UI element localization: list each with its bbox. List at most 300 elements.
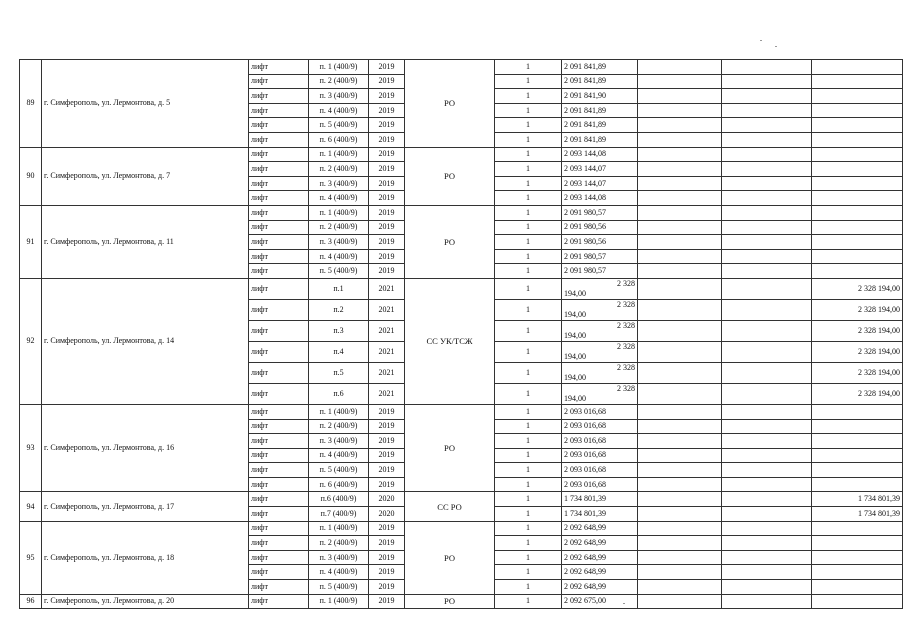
work-type-cell: лифт: [249, 434, 309, 449]
work-type-cell: лифт: [249, 594, 309, 609]
owner-funds-cell: [812, 176, 903, 191]
work-type-cell: лифт: [249, 264, 309, 279]
entrance-cell: п. 2 (400/9): [309, 162, 369, 177]
budget-cell: [722, 362, 812, 383]
work-type-cell: лифт: [249, 89, 309, 104]
quantity-cell: 1: [495, 404, 562, 419]
quantity-cell: 1: [495, 162, 562, 177]
total-cost-cell: 2 093 144,08: [562, 191, 638, 206]
quantity-cell: 1: [495, 341, 562, 362]
work-type-cell: лифт: [249, 492, 309, 507]
work-type-cell: лифт: [249, 580, 309, 595]
scan-speck: [760, 40, 762, 41]
year-cell: 2019: [369, 550, 405, 565]
total-cost-cell: 2 091 980,57: [562, 249, 638, 264]
work-type-cell: лифт: [249, 299, 309, 320]
budget-cell: [722, 118, 812, 133]
entrance-cell: п. 2 (400/9): [309, 536, 369, 551]
work-type-cell: лифт: [249, 60, 309, 75]
budget-cell: [722, 580, 812, 595]
budget-cell: [638, 299, 722, 320]
budget-cell: [722, 419, 812, 434]
total-cost-cell: 2 091 980,57: [562, 205, 638, 220]
entrance-cell: п.6 (400/9): [309, 492, 369, 507]
owner-funds-cell: [812, 594, 903, 609]
budget-cell: [638, 235, 722, 250]
budget-cell: [638, 383, 722, 404]
owner-funds-cell: [812, 147, 903, 162]
year-cell: 2019: [369, 74, 405, 89]
budget-cell: [638, 341, 722, 362]
budget-cell: [638, 176, 722, 191]
entrance-cell: п. 5 (400/9): [309, 580, 369, 595]
budget-cell: [722, 191, 812, 206]
owner-funds-cell: [812, 74, 903, 89]
table-row: [20, 404, 903, 419]
table-row: [20, 147, 903, 162]
owner-funds-cell: [812, 205, 903, 220]
owner-funds-cell: [812, 103, 903, 118]
funding-source-cell: РО: [405, 594, 495, 609]
total-cost-cell: [562, 278, 638, 299]
quantity-cell: 1: [495, 60, 562, 75]
total-cost-cell: 2 091 841,90: [562, 89, 638, 104]
budget-cell: [638, 434, 722, 449]
year-cell: 2019: [369, 235, 405, 250]
budget-cell: [638, 249, 722, 264]
year-cell: 2019: [369, 434, 405, 449]
owner-funds-cell: 2 328 194,00: [812, 362, 903, 383]
total-cost-cell: 2 093 016,68: [562, 404, 638, 419]
year-cell: 2019: [369, 147, 405, 162]
work-type-cell: лифт: [249, 565, 309, 580]
total-cost-cell: 2 093 144,07: [562, 162, 638, 177]
year-cell: 2019: [369, 249, 405, 264]
owner-funds-cell: [812, 220, 903, 235]
year-cell: 2020: [369, 492, 405, 507]
budget-cell: [722, 299, 812, 320]
total-cost-cell: 1 734 801,39: [562, 492, 638, 507]
address-cell: г. Симферополь, ул. Лермонтова, д. 7: [42, 147, 249, 205]
owner-funds-cell: [812, 580, 903, 595]
work-type-cell: лифт: [249, 118, 309, 133]
entrance-cell: п. 2 (400/9): [309, 74, 369, 89]
work-type-cell: лифт: [249, 278, 309, 299]
owner-funds-cell: [812, 191, 903, 206]
entrance-cell: п. 3 (400/9): [309, 550, 369, 565]
total-cost-part: 2 328: [617, 383, 635, 393]
total-cost-part: 2 328: [617, 278, 635, 288]
quantity-cell: 1: [495, 89, 562, 104]
work-type-cell: лифт: [249, 404, 309, 419]
entrance-cell: п. 5 (400/9): [309, 264, 369, 279]
entrance-cell: п. 1 (400/9): [309, 594, 369, 609]
work-type-cell: лифт: [249, 477, 309, 492]
year-cell: 2019: [369, 89, 405, 104]
entrance-cell: п.7 (400/9): [309, 507, 369, 522]
year-cell: 2019: [369, 264, 405, 279]
address-cell: г. Симферополь, ул. Лермонтова, д. 16: [42, 404, 249, 492]
quantity-cell: 1: [495, 147, 562, 162]
owner-funds-cell: 1 734 801,39: [812, 492, 903, 507]
owner-funds-cell: [812, 521, 903, 536]
total-cost-cell: 2 093 016,68: [562, 463, 638, 478]
entrance-cell: п. 3 (400/9): [309, 176, 369, 191]
total-cost-cell: [562, 299, 638, 320]
quantity-cell: 1: [495, 448, 562, 463]
funding-source-cell: РО: [405, 60, 495, 148]
budget-cell: [722, 492, 812, 507]
work-type-cell: лифт: [249, 550, 309, 565]
budget-cell: [638, 162, 722, 177]
year-cell: 2021: [369, 341, 405, 362]
total-cost-part: 194,00: [564, 288, 586, 298]
budget-cell: [638, 477, 722, 492]
table-row: [20, 60, 903, 75]
year-cell: 2019: [369, 191, 405, 206]
budget-cell: [638, 147, 722, 162]
quantity-cell: 1: [495, 191, 562, 206]
row-number: 95: [20, 521, 42, 594]
budget-cell: [638, 507, 722, 522]
quantity-cell: 1: [495, 383, 562, 404]
owner-funds-cell: [812, 118, 903, 133]
total-cost-cell: [562, 383, 638, 404]
work-type-cell: лифт: [249, 132, 309, 147]
total-cost-part: 194,00: [564, 393, 586, 403]
work-type-cell: лифт: [249, 74, 309, 89]
work-type-cell: лифт: [249, 463, 309, 478]
total-cost-cell: [562, 362, 638, 383]
work-type-cell: лифт: [249, 176, 309, 191]
capital-repair-table: [19, 59, 903, 609]
total-cost-cell: 2 092 648,99: [562, 550, 638, 565]
total-cost-part: 2 328: [617, 341, 635, 351]
budget-cell: [722, 176, 812, 191]
quantity-cell: 1: [495, 434, 562, 449]
year-cell: 2019: [369, 463, 405, 478]
quantity-cell: 1: [495, 565, 562, 580]
entrance-cell: п. 5 (400/9): [309, 463, 369, 478]
entrance-cell: п.4: [309, 341, 369, 362]
work-type-cell: лифт: [249, 362, 309, 383]
budget-cell: [722, 565, 812, 580]
budget-cell: [722, 536, 812, 551]
row-number: 92: [20, 278, 42, 404]
year-cell: 2021: [369, 320, 405, 341]
quantity-cell: 1: [495, 536, 562, 551]
budget-cell: [722, 147, 812, 162]
budget-cell: [722, 205, 812, 220]
year-cell: 2019: [369, 521, 405, 536]
address-cell: г. Симферополь, ул. Лермонтова, д. 17: [42, 492, 249, 521]
budget-cell: [722, 278, 812, 299]
year-cell: 2021: [369, 383, 405, 404]
budget-cell: [638, 205, 722, 220]
year-cell: 2019: [369, 205, 405, 220]
owner-funds-cell: [812, 448, 903, 463]
quantity-cell: 1: [495, 492, 562, 507]
quantity-cell: 1: [495, 580, 562, 595]
work-type-cell: лифт: [249, 103, 309, 118]
budget-cell: [722, 74, 812, 89]
budget-cell: [722, 550, 812, 565]
budget-cell: [722, 594, 812, 609]
total-cost-cell: 2 091 841,89: [562, 132, 638, 147]
work-type-cell: лифт: [249, 507, 309, 522]
owner-funds-cell: [812, 565, 903, 580]
work-type-cell: лифт: [249, 191, 309, 206]
quantity-cell: 1: [495, 507, 562, 522]
quantity-cell: 1: [495, 550, 562, 565]
owner-funds-cell: [812, 550, 903, 565]
quantity-cell: 1: [495, 249, 562, 264]
year-cell: 2019: [369, 404, 405, 419]
address-cell: г. Симферополь, ул. Лермонтова, д. 20: [42, 594, 249, 609]
budget-cell: [638, 492, 722, 507]
funding-source-cell: РО: [405, 147, 495, 205]
quantity-cell: 1: [495, 463, 562, 478]
entrance-cell: п. 6 (400/9): [309, 477, 369, 492]
year-cell: 2021: [369, 362, 405, 383]
budget-cell: [638, 320, 722, 341]
budget-cell: [722, 103, 812, 118]
total-cost-part: 2 328: [617, 299, 635, 309]
entrance-cell: п. 6 (400/9): [309, 132, 369, 147]
owner-funds-cell: [812, 477, 903, 492]
budget-cell: [638, 419, 722, 434]
owner-funds-cell: [812, 249, 903, 264]
budget-cell: [722, 341, 812, 362]
owner-funds-cell: 2 328 194,00: [812, 278, 903, 299]
quantity-cell: 1: [495, 118, 562, 133]
funding-source-cell: РО: [405, 205, 495, 278]
total-cost-cell: [562, 341, 638, 362]
row-number: 91: [20, 205, 42, 278]
budget-cell: [722, 220, 812, 235]
year-cell: 2019: [369, 536, 405, 551]
year-cell: 2019: [369, 176, 405, 191]
entrance-cell: п. 3 (400/9): [309, 434, 369, 449]
funding-source-cell: РО: [405, 404, 495, 492]
work-type-cell: лифт: [249, 220, 309, 235]
year-cell: 2019: [369, 477, 405, 492]
row-number: 94: [20, 492, 42, 521]
quantity-cell: 1: [495, 220, 562, 235]
budget-cell: [638, 60, 722, 75]
year-cell: 2021: [369, 278, 405, 299]
total-cost-cell: 2 091 841,89: [562, 103, 638, 118]
budget-cell: [638, 118, 722, 133]
work-type-cell: лифт: [249, 249, 309, 264]
owner-funds-cell: [812, 434, 903, 449]
owner-funds-cell: [812, 536, 903, 551]
owner-funds-cell: [812, 60, 903, 75]
budget-cell: [722, 477, 812, 492]
table-row: [20, 521, 903, 536]
quantity-cell: 1: [495, 132, 562, 147]
total-cost-part: 2 328: [617, 362, 635, 372]
budget-cell: [638, 74, 722, 89]
budget-cell: [722, 404, 812, 419]
quantity-cell: 1: [495, 594, 562, 609]
total-cost-cell: 2 093 016,68: [562, 419, 638, 434]
budget-cell: [638, 536, 722, 551]
total-cost-part: 194,00: [564, 372, 586, 382]
owner-funds-cell: [812, 404, 903, 419]
year-cell: 2019: [369, 60, 405, 75]
budget-cell: [722, 89, 812, 104]
total-cost-cell: 2 091 980,57: [562, 264, 638, 279]
entrance-cell: п.3: [309, 320, 369, 341]
year-cell: 2019: [369, 580, 405, 595]
budget-cell: [638, 191, 722, 206]
total-cost-cell: 2 091 841,89: [562, 60, 638, 75]
entrance-cell: п. 1 (400/9): [309, 404, 369, 419]
entrance-cell: п. 4 (400/9): [309, 249, 369, 264]
owner-funds-cell: [812, 89, 903, 104]
work-type-cell: лифт: [249, 147, 309, 162]
scan-speck: [775, 46, 777, 47]
owner-funds-cell: 2 328 194,00: [812, 320, 903, 341]
total-cost-cell: 2 091 980,56: [562, 235, 638, 250]
year-cell: 2019: [369, 565, 405, 580]
total-cost-cell: 1 734 801,39: [562, 507, 638, 522]
year-cell: 2019: [369, 103, 405, 118]
owner-funds-cell: 2 328 194,00: [812, 341, 903, 362]
entrance-cell: п. 1 (400/9): [309, 205, 369, 220]
budget-cell: [638, 594, 722, 609]
total-cost-part: 194,00: [564, 330, 586, 340]
owner-funds-cell: [812, 162, 903, 177]
budget-cell: [638, 580, 722, 595]
work-type-cell: лифт: [249, 383, 309, 404]
total-cost-part: 194,00: [564, 309, 586, 319]
total-cost-cell: 2 093 016,68: [562, 448, 638, 463]
total-cost-cell: 2 092 648,99: [562, 565, 638, 580]
entrance-cell: п. 4 (400/9): [309, 448, 369, 463]
funding-source-cell: СС РО: [405, 492, 495, 521]
quantity-cell: 1: [495, 278, 562, 299]
work-type-cell: лифт: [249, 205, 309, 220]
year-cell: 2019: [369, 118, 405, 133]
total-cost-cell: 2 093 144,07: [562, 176, 638, 191]
owner-funds-cell: 1 734 801,39: [812, 507, 903, 522]
year-cell: 2019: [369, 132, 405, 147]
work-type-cell: лифт: [249, 536, 309, 551]
budget-cell: [638, 132, 722, 147]
budget-cell: [722, 264, 812, 279]
budget-cell: [638, 463, 722, 478]
total-cost-part: 2 328: [617, 320, 635, 330]
budget-cell: [722, 132, 812, 147]
entrance-cell: п.2: [309, 299, 369, 320]
total-cost-cell: 2 091 841,89: [562, 74, 638, 89]
total-cost-part: 194,00: [564, 351, 586, 361]
work-type-cell: лифт: [249, 521, 309, 536]
entrance-cell: п. 2 (400/9): [309, 419, 369, 434]
budget-cell: [638, 448, 722, 463]
budget-cell: [638, 404, 722, 419]
total-cost-cell: 2 092 648,99: [562, 580, 638, 595]
total-cost-cell: 2 091 980,56: [562, 220, 638, 235]
total-cost-cell: 2 092 648,99: [562, 521, 638, 536]
table-body: [20, 60, 903, 609]
quantity-cell: 1: [495, 103, 562, 118]
budget-cell: [722, 320, 812, 341]
owner-funds-cell: [812, 463, 903, 478]
year-cell: 2019: [369, 594, 405, 609]
year-cell: 2020: [369, 507, 405, 522]
budget-cell: [638, 89, 722, 104]
owner-funds-cell: [812, 132, 903, 147]
total-cost-cell: 2 093 016,68: [562, 477, 638, 492]
quantity-cell: 1: [495, 235, 562, 250]
budget-cell: [638, 550, 722, 565]
row-number: 96: [20, 594, 42, 609]
quantity-cell: 1: [495, 176, 562, 191]
owner-funds-cell: 2 328 194,00: [812, 299, 903, 320]
scan-speck: [623, 603, 625, 604]
entrance-cell: п. 2 (400/9): [309, 220, 369, 235]
budget-cell: [638, 278, 722, 299]
total-cost-cell: 2 093 016,68: [562, 434, 638, 449]
budget-cell: [638, 264, 722, 279]
budget-cell: [722, 448, 812, 463]
entrance-cell: п. 3 (400/9): [309, 235, 369, 250]
budget-cell: [638, 362, 722, 383]
budget-cell: [722, 507, 812, 522]
entrance-cell: п. 1 (400/9): [309, 147, 369, 162]
entrance-cell: п. 4 (400/9): [309, 565, 369, 580]
entrance-cell: п.5: [309, 362, 369, 383]
quantity-cell: 1: [495, 205, 562, 220]
address-cell: г. Симферополь, ул. Лермонтова, д. 5: [42, 60, 249, 148]
entrance-cell: п. 4 (400/9): [309, 103, 369, 118]
work-type-cell: лифт: [249, 448, 309, 463]
budget-cell: [722, 60, 812, 75]
entrance-cell: п. 1 (400/9): [309, 521, 369, 536]
budget-cell: [722, 434, 812, 449]
address-cell: г. Симферополь, ул. Лермонтова, д. 11: [42, 205, 249, 278]
entrance-cell: п. 5 (400/9): [309, 118, 369, 133]
row-number: 93: [20, 404, 42, 492]
quantity-cell: 1: [495, 320, 562, 341]
quantity-cell: 1: [495, 299, 562, 320]
year-cell: 2021: [369, 299, 405, 320]
budget-cell: [638, 521, 722, 536]
quantity-cell: 1: [495, 264, 562, 279]
row-number: 89: [20, 60, 42, 148]
year-cell: 2019: [369, 162, 405, 177]
work-type-cell: лифт: [249, 341, 309, 362]
budget-cell: [722, 463, 812, 478]
year-cell: 2019: [369, 220, 405, 235]
address-cell: г. Симферополь, ул. Лермонтова, д. 18: [42, 521, 249, 594]
table-row: [20, 205, 903, 220]
total-cost-cell: 2 093 144,08: [562, 147, 638, 162]
quantity-cell: 1: [495, 419, 562, 434]
entrance-cell: п. 4 (400/9): [309, 191, 369, 206]
year-cell: 2019: [369, 419, 405, 434]
row-number: 90: [20, 147, 42, 205]
entrance-cell: п. 3 (400/9): [309, 89, 369, 104]
owner-funds-cell: [812, 264, 903, 279]
funding-source-cell: РО: [405, 521, 495, 594]
total-cost-cell: 2 091 841,89: [562, 118, 638, 133]
owner-funds-cell: [812, 419, 903, 434]
budget-cell: [722, 235, 812, 250]
